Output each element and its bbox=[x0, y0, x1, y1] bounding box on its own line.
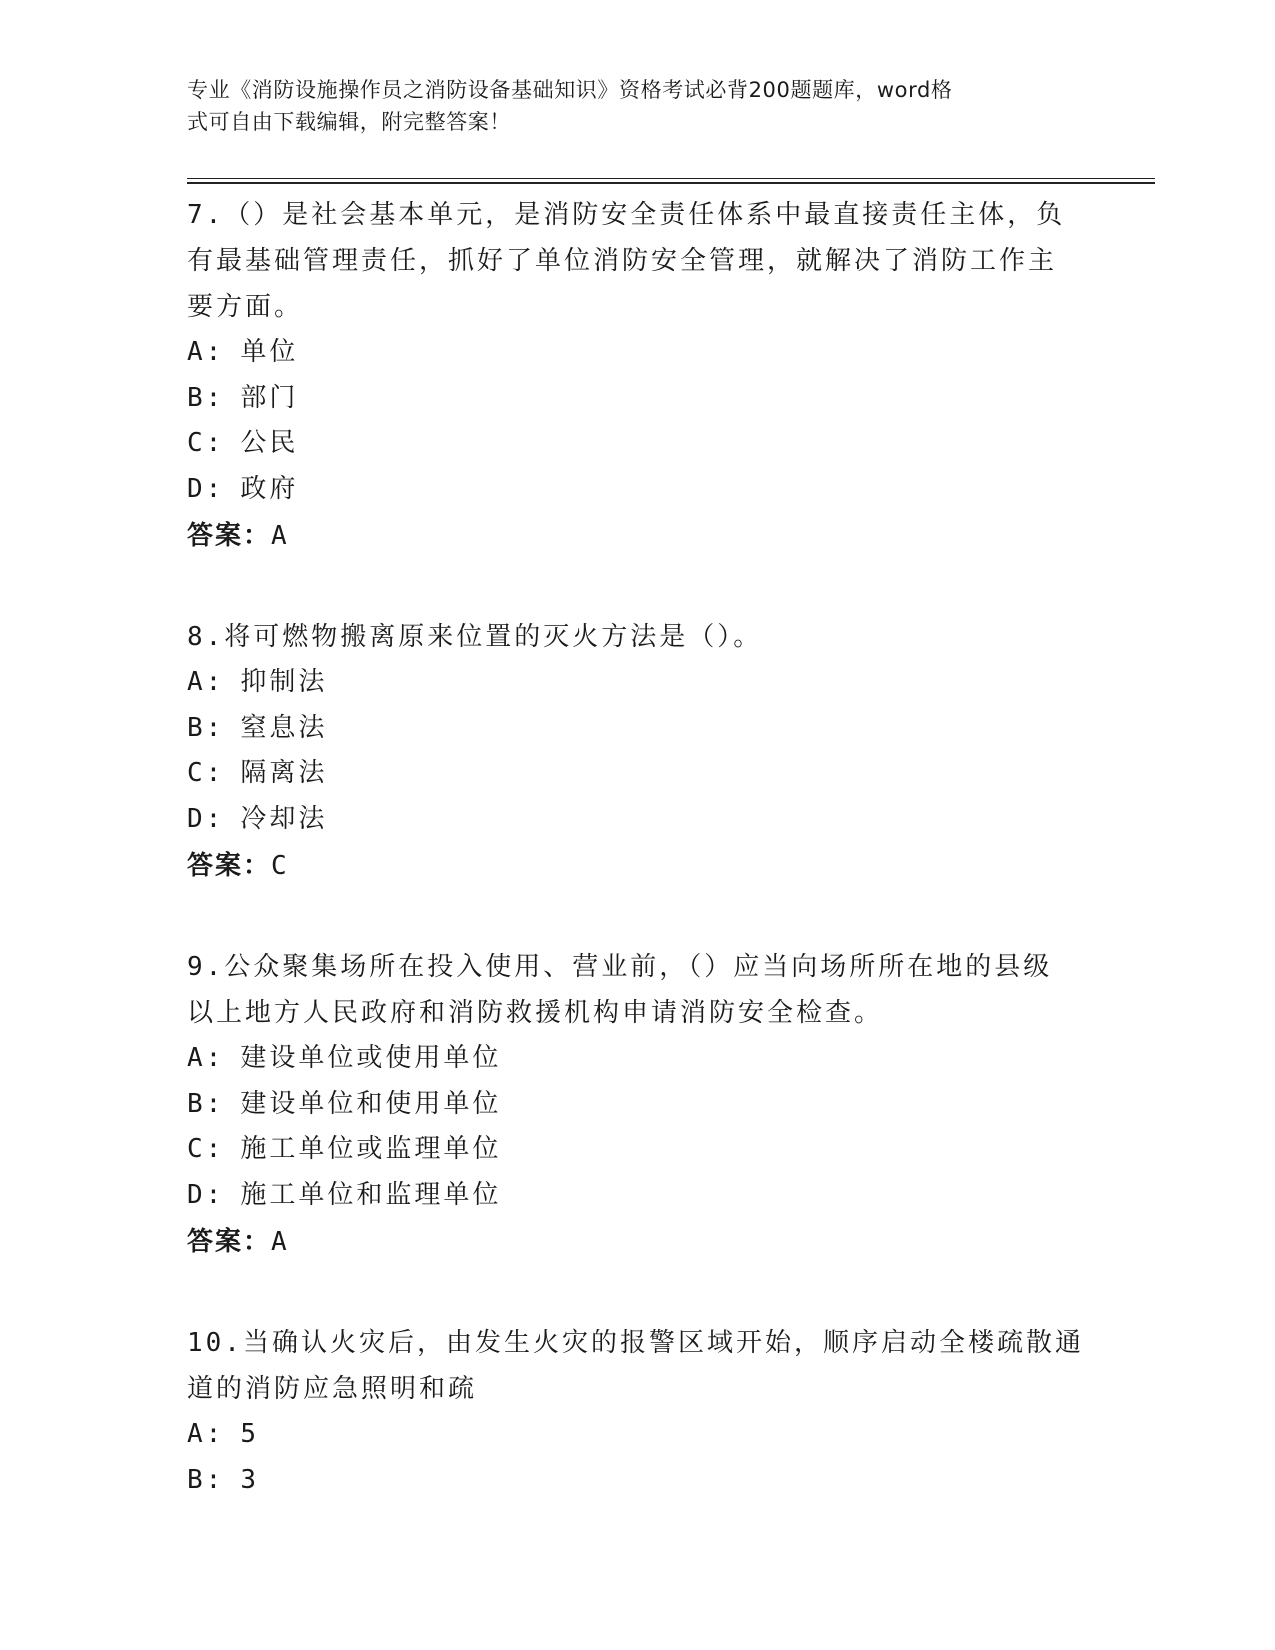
option-text: 抑制法 bbox=[240, 667, 328, 697]
option-c bbox=[187, 751, 1087, 797]
option-letter: B: bbox=[187, 1464, 225, 1495]
option-letter: A: bbox=[187, 1419, 225, 1449]
option-text: 公民 bbox=[240, 428, 299, 458]
answer-value: C bbox=[271, 851, 289, 881]
option-b bbox=[187, 1082, 1087, 1128]
option-d bbox=[187, 797, 1087, 843]
question-9 bbox=[187, 944, 1087, 1266]
option-a bbox=[187, 660, 1087, 706]
option-letter: C: bbox=[187, 758, 225, 788]
option-text: 建设单位和使用单位 bbox=[240, 1088, 502, 1119]
question-stem-line: 7.（）是社会基本单元，是消防安全责任体系中最直接责任主体，负 bbox=[187, 200, 1066, 230]
question-stem-line: 以上地方人民政府和消防救援机构申请消防安全检查。 bbox=[187, 998, 884, 1028]
option-letter: B: bbox=[187, 382, 225, 413]
answer-line bbox=[187, 1218, 1087, 1266]
answer-value: A bbox=[271, 1227, 289, 1257]
document-header bbox=[187, 74, 1067, 138]
option-text: 单位 bbox=[240, 337, 299, 367]
header-line-1: 专业《消防设施操作员之消防设备基础知识》资格考试必背200题题库，word格 bbox=[187, 78, 953, 102]
answer-value: A bbox=[271, 521, 289, 551]
question-stem-line: 8.将可燃物搬离原来位置的灭火方法是（）。 bbox=[187, 622, 763, 652]
header-divider-thin bbox=[187, 178, 1155, 179]
answer-label: 答案： bbox=[187, 521, 272, 551]
option-b bbox=[187, 706, 1087, 752]
option-letter: D: bbox=[187, 803, 225, 834]
question-10 bbox=[187, 1320, 1087, 1503]
option-text: 冷却法 bbox=[240, 803, 328, 834]
answer-line bbox=[187, 842, 1087, 890]
option-letter: A: bbox=[187, 1043, 225, 1073]
question-stem-line: 9.公众聚集场所在投入使用、营业前，（）应当向场所所在地的县级 bbox=[187, 952, 1053, 982]
option-letter: B: bbox=[187, 1088, 225, 1119]
option-text: 5 bbox=[240, 1419, 259, 1449]
option-text: 隔离法 bbox=[240, 758, 328, 788]
option-a bbox=[187, 1412, 1087, 1458]
option-letter: B: bbox=[187, 712, 225, 743]
question-stem-line: 道的消防应急照明和疏 bbox=[187, 1374, 478, 1404]
question-list bbox=[187, 192, 1087, 1557]
option-b bbox=[187, 376, 1087, 422]
question-7 bbox=[187, 192, 1087, 560]
question-stem-line: 10.当确认火灾后，由发生火灾的报警区域开始，顺序启动全楼疏散通 bbox=[187, 1328, 1084, 1358]
answer-line bbox=[187, 512, 1087, 560]
option-text: 政府 bbox=[240, 473, 299, 504]
option-d bbox=[187, 1173, 1087, 1219]
option-text: 3 bbox=[240, 1464, 259, 1495]
question-8 bbox=[187, 614, 1087, 890]
option-letter: D: bbox=[187, 473, 225, 504]
option-c bbox=[187, 1127, 1087, 1173]
question-stem-line: 要方面。 bbox=[187, 292, 304, 322]
option-letter: A: bbox=[187, 667, 225, 697]
option-text: 窒息法 bbox=[240, 712, 328, 743]
option-text: 施工单位和监理单位 bbox=[240, 1179, 502, 1210]
header-divider-thick bbox=[187, 182, 1155, 184]
option-letter: A: bbox=[187, 337, 225, 367]
option-b bbox=[187, 1458, 1087, 1504]
option-a bbox=[187, 1036, 1087, 1082]
answer-label: 答案： bbox=[187, 1227, 272, 1257]
option-d bbox=[187, 467, 1087, 513]
answer-label: 答案： bbox=[187, 851, 272, 881]
option-letter: C: bbox=[187, 428, 225, 458]
question-stem-line: 有最基础管理责任，抓好了单位消防安全管理，就解决了消防工作主 bbox=[187, 246, 1058, 276]
option-letter: C: bbox=[187, 1134, 225, 1164]
option-letter: D: bbox=[187, 1179, 225, 1210]
header-line-2: 式可自由下载编辑，附完整答案！ bbox=[187, 110, 511, 134]
option-text: 建设单位或使用单位 bbox=[240, 1043, 502, 1073]
option-a bbox=[187, 330, 1087, 376]
option-c bbox=[187, 421, 1087, 467]
option-text: 部门 bbox=[240, 382, 299, 413]
option-text: 施工单位或监理单位 bbox=[240, 1134, 502, 1164]
